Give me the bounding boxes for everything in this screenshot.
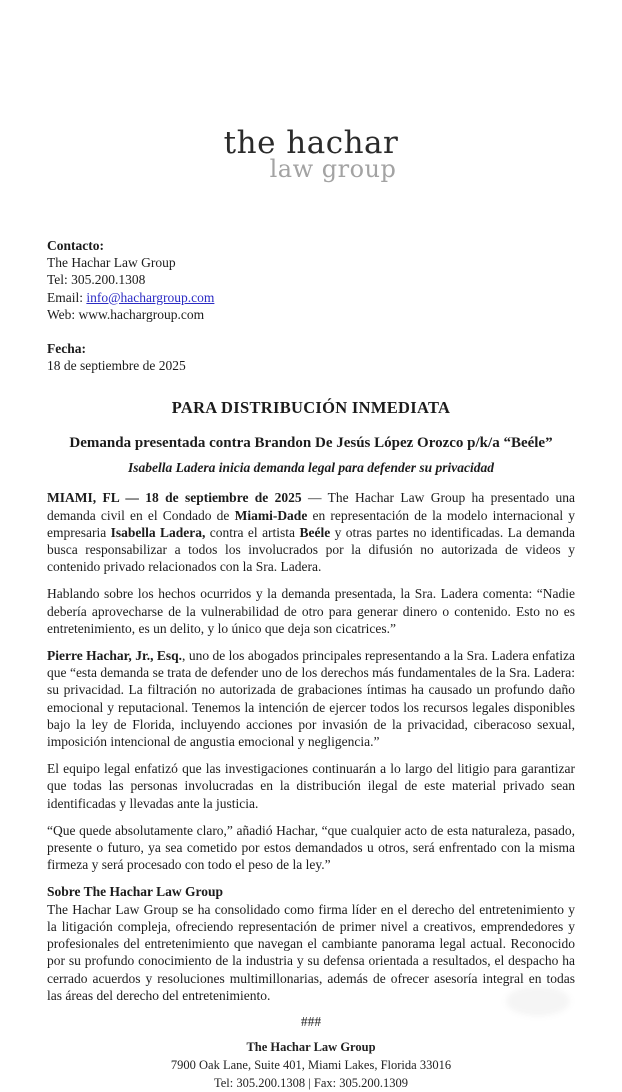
contact-tel: Tel: 305.200.1308: [47, 272, 146, 288]
about-body: The Hachar Law Group se ha consolidado como firma líder en el derecho del entretenimiento y la litigación compleja, ofreciendo representación de primer nivel a creativos, emprendedores y profesionales del entretenimiento que navegan el cambiante panorama legal actual. Reconocido por su profundo conocimiento de la industria y su defensa orientada a resultados, el despacho ha cerrado acuerdos y resoluciones multimillonarias, además de ofrecer asesoría integral en todas las áreas del derecho del entretenimiento.: [47, 901, 575, 1003]
date-block: [47, 340, 575, 374]
footer-name: The Hachar Law Group: [246, 1040, 376, 1055]
subheadline: Isabella Ladera inicia demanda legal para defender su privacidad: [128, 460, 494, 476]
body-copy: [47, 489, 575, 1030]
contact-email-label: Email:: [47, 289, 87, 305]
contact-email-line: [47, 289, 575, 306]
logo-main-text: the hachar: [223, 125, 399, 161]
contact-block: [47, 237, 575, 323]
paragraph: Hablando sobre los hechos ocurridos y la demanda presentada, la Sra. Ladera comenta: “Nadie debería aprovecharse de la vulnerabilidad de otro para generar dinero o contenido. Esto no es entretenimiento, es un delito, y lo único que deja son cicatrices.”: [47, 586, 575, 636]
scan-smudge-watermark: [506, 986, 570, 1016]
logo-sub-text: law group: [269, 155, 397, 183]
contact-web: Web: www.hachargroup.com: [47, 306, 205, 322]
about-heading: Sobre The Hachar Law Group: [47, 884, 224, 900]
paragraph: Pierre Hachar, Jr., Esq., uno de los abogados principales representando a la Sra. Ladera enfatiza que “esta demanda se trata de defender uno de los derechos más fundamentales de la Sra. Ladera: su privacidad. La filtración no autorizada de grabaciones íntimas ha causado un profundo daño emocional y reputacional. Tenemos la intención de ejercer todos los recursos legales disponibles bajo la ley de Florida, incluyendo acciones por invasión de la privacidad, ciberacoso sexual, imposición intencional de angustia emocional y negligencia.”: [47, 648, 575, 750]
footer: [47, 1038, 575, 1092]
contact-heading: Contacto:: [47, 238, 104, 253]
paragraph: El equipo legal enfatizó que las investigaciones continuarán a lo largo del litigio para garantizar que todas las personas involucradas en la distribución ilegal de este material privado sean identificadas y llevadas ante la justicia.: [47, 761, 575, 811]
paragraph: MIAMI, FL — 18 de septiembre de 2025 — The Hachar Law Group ha presentado una demanda civil en el Condado de Miami-Dade en representación de la modelo internacional y empresaria Isabella Ladera, contra el artista Beéle y otras partes no identificadas. La demanda busca responsabilizar a todos los involucrados por la difusión no autorizada de videos y contenido privado relacionados con la Sra. Ladera.: [47, 490, 575, 575]
headline: Demanda presentada contra Brandon De Jesús López Orozco p/k/a “Beéle”: [69, 435, 553, 452]
email-link[interactable]: info@hachargroup.com: [86, 289, 215, 305]
footer-address: 7900 Oak Lane, Suite 401, Miami Lakes, Florida 33016: [170, 1058, 452, 1073]
distribution-heading: PARA DISTRIBUCIÓN INMEDIATA: [171, 398, 451, 418]
date-heading: Fecha:: [47, 341, 86, 357]
contact-name: The Hachar Law Group: [47, 255, 176, 271]
footer-phone: Tel: 305.200.1308 | Fax: 305.200.1309: [214, 1076, 408, 1091]
end-mark: ###: [300, 1013, 322, 1029]
date-value: 18 de septiembre de 2025: [47, 358, 186, 374]
logo: [0, 0, 622, 182]
paragraph: “Que quede absolutamente claro,” añadió Hachar, “que cualquier acto de esta naturaleza, pasado, presente o futuro, ya sea cometido por estos demandados u otros, será enfrentado con la misma firmeza y será procesado con todo el peso de la ley.”: [47, 822, 575, 873]
